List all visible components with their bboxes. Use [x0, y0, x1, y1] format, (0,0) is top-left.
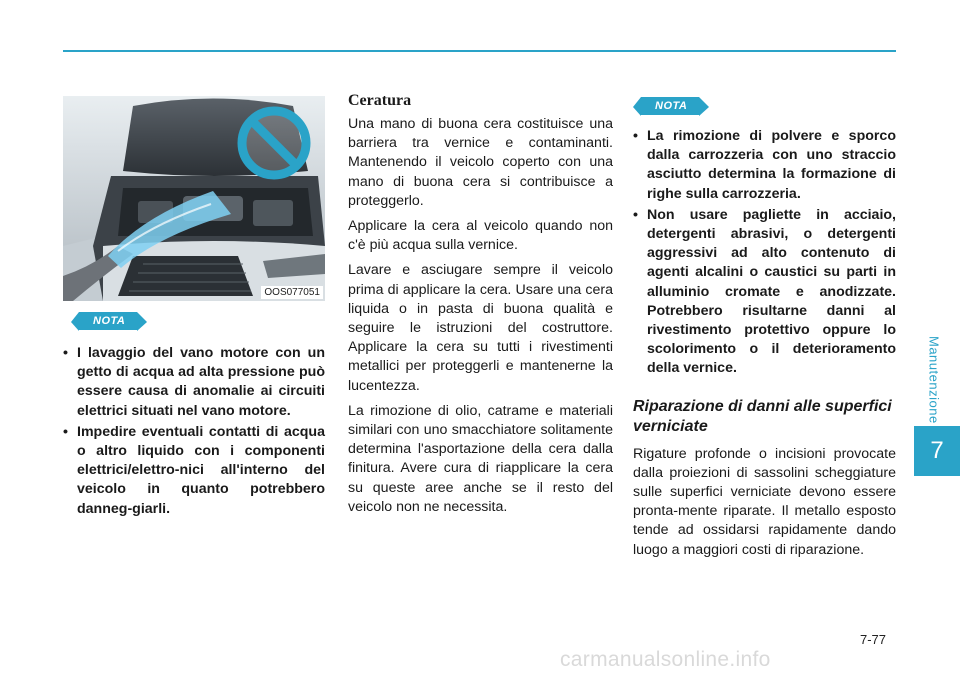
paragraph: Applicare la cera al veicolo quando non c'è più acqua sulla vernice.: [348, 218, 613, 254]
right-bullet-list: [633, 127, 896, 379]
page-number: 7-77: [860, 632, 887, 647]
nota-badge: NOTA: [641, 97, 699, 115]
paragraph: Una mano di buona cera costituisce una barriera tra vernice e contaminanti. Mantenendo il veicolo coperto con una mano di buona cera si contribuisce a proteggerlo.: [348, 116, 613, 209]
engine-wash-figure: [63, 96, 325, 301]
middle-column: [348, 92, 613, 523]
subsection-heading: Riparazione di danni alle superfici verniciate: [633, 397, 892, 435]
top-rule: [63, 50, 896, 52]
list-item: • I lavaggio del vano motore con un getto di acqua ad alta pressione può essere causa di anomalie ai circuiti elettrici situati nel vano motore.: [63, 344, 325, 421]
section-label: Manutenzione: [926, 336, 942, 424]
watermark: carmanualsonline.info: [560, 648, 771, 671]
right-column: [633, 96, 896, 566]
list-item: • La rimozione di polvere e sporco dalla carrozzeria con uno straccio asciutto determina la formazione di righe sulla carrozzeria.: [633, 127, 896, 204]
left-bullet-list: [63, 344, 325, 519]
engine-bay-illustration: [63, 96, 325, 301]
paragraph: Lavare e asciugare sempre il veicolo prima di applicare la cera. Usare una cera liquida o in pasta di buona qualità e seguire le istruzioni del costruttore. Applicare la cera su tutti i rivestimenti metallici per proteggerli e mantenerne la lucentezza.: [348, 262, 613, 394]
paragraph: Rigature profonde o incisioni provocate dalla proiezioni di sassolini scheggiature sulle superfici verniciate devono essere pronta-mente riparate. Il metallo esposto tende ad ossidarsi rapidamente dando luogo a maggiori costi di riparazione.: [633, 445, 896, 558]
figure-code: OOS077051: [261, 286, 323, 299]
list-item: • Non usare pagliette in acciaio, detergenti abrasivi, o detergenti aggressivi ad alto contenuto di agenti alcalini o caustici su parti in alluminio cromate e anodizzate. Potrebbero risultarne danni al rivestimento protettivo oppure lo scolorimento o il deterioramento della vernice.: [633, 206, 896, 379]
paragraph: La rimozione di olio, catrame e materiali similari con uno smacchiatore solitamente determina l'asportazione della cera dalla finitura. Avere cura di riapplicare la cera su queste aree anche se il resto del veicolo non ne necessita.: [348, 402, 613, 515]
section-heading: Ceratura: [348, 92, 412, 109]
nota-badge: NOTA: [79, 312, 137, 330]
left-column: [63, 96, 325, 521]
chapter-tab: 7: [914, 426, 960, 476]
list-item: • Impedire eventuali contatti di acqua o altro liquido con i componenti elettrici/elettro-nici all'interno del veicolo in quanto potrebbero danneg-giarli.: [63, 423, 325, 519]
